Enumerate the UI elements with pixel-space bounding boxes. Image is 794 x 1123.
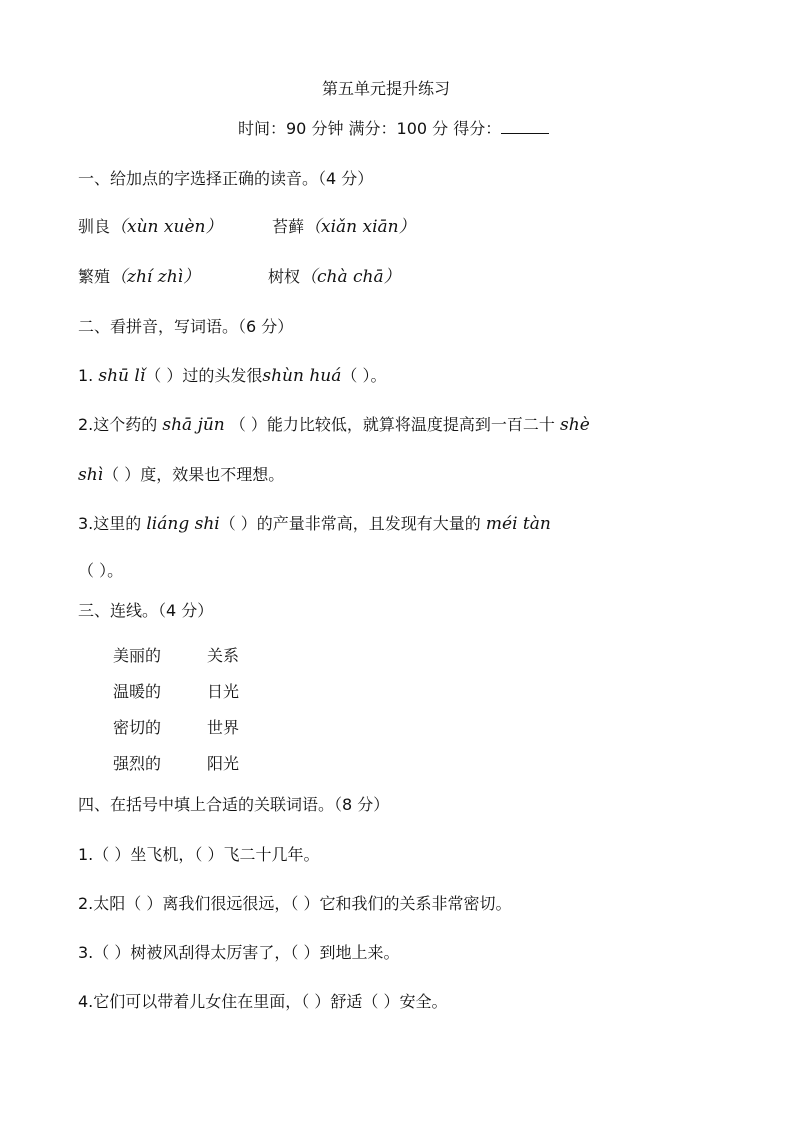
match-left-item[interactable]: 美丽的	[113, 646, 162, 665]
s2-q3-number: 3.这里的	[78, 514, 147, 533]
match-left-item[interactable]: 密切的	[113, 718, 162, 737]
match-right-item[interactable]: 日光	[207, 682, 240, 701]
s2-q3-pinyin-1: liáng shi	[146, 514, 220, 534]
s1-item-2	[272, 216, 416, 238]
s2-q2-pinyin-2: shè	[560, 415, 590, 435]
s2-q1-pinyin-1: shū lǐ	[98, 366, 146, 386]
s4-question-2: 2.太阳（ ）离我们很远很远，（ ）它和我们的关系非常密切。	[78, 894, 512, 913]
section2-heading: 二、看拼音，写词语。（6 分）	[78, 317, 294, 336]
s2-question-2-cont	[78, 464, 284, 486]
s1-item-1	[78, 216, 222, 238]
s1-item-2-word: 苔藓	[272, 217, 305, 236]
s2-q1-pinyin-2: shùn huá	[262, 366, 342, 386]
s4-question-3: 3.（ ）树被风刮得太厉害了，（ ）到地上来。	[78, 943, 400, 962]
s2-q2-text-1: （ ）能力比较低，就算将温度提高到一百二十	[224, 415, 561, 434]
s2-question-3	[78, 513, 551, 535]
page-title: 第五单元提升练习	[322, 79, 451, 98]
s4-question-4: 4.它们可以带着儿女住在里面，（ ）舒适（ ）安全。	[78, 992, 448, 1011]
section4-heading: 四、在括号中填上合适的关联词语。（8 分）	[78, 795, 390, 814]
match-left-item[interactable]: 强烈的	[113, 754, 162, 773]
s2-q2-number: 2.这个药的	[78, 415, 163, 434]
match-right-item[interactable]: 世界	[207, 718, 240, 737]
section1-heading: 一、给加点的字选择正确的读音。（4 分）	[78, 169, 374, 188]
section3-heading: 三、连线。（4 分）	[78, 601, 214, 620]
s2-q2-text-2: （ ）度，效果也不理想。	[103, 465, 285, 484]
s1-item-1-word: 驯良	[78, 217, 111, 236]
s2-q1-number: 1.	[78, 366, 99, 385]
s2-question-3-cont: （ ）。	[78, 561, 124, 580]
s2-q3-text-1: （ ）的产量非常高，且发现有大量的	[219, 514, 486, 533]
s2-q2-pinyin-1: shā jūn	[162, 415, 225, 435]
s1-item-4	[268, 266, 401, 288]
s2-question-2	[78, 414, 590, 436]
s2-q2-pinyin-3: shì	[78, 465, 104, 485]
match-right-item[interactable]: 阳光	[207, 754, 240, 773]
score-blank[interactable]	[501, 119, 549, 134]
s2-q1-text-1: （ ）过的头发很	[145, 366, 263, 385]
s1-item-2-pinyin: （xiǎn xiān）	[304, 217, 416, 237]
match-left-item[interactable]: 温暖的	[113, 682, 162, 701]
score-label: 得分：	[453, 119, 502, 138]
s1-item-3-word: 繁殖	[78, 267, 111, 286]
s1-item-3-pinyin: （zhí zhì）	[110, 267, 201, 287]
full-score: 满分：100 分	[348, 119, 449, 138]
s1-item-3	[78, 266, 200, 288]
s1-item-1-pinyin: （xùn xuèn）	[110, 217, 223, 237]
s2-q1-text-2: （ ）。	[341, 366, 387, 385]
exam-meta	[238, 118, 549, 140]
match-right-item[interactable]: 关系	[207, 646, 240, 665]
s2-q3-pinyin-2: méi tàn	[485, 514, 551, 534]
time-limit: 时间：90 分钟	[238, 119, 344, 138]
s1-item-4-pinyin: （chà chā）	[300, 267, 401, 287]
s1-item-4-word: 树杈	[268, 267, 301, 286]
s2-question-1	[78, 365, 386, 387]
s4-question-1: 1.（ ）坐飞机，（ ）飞二十几年。	[78, 845, 320, 864]
